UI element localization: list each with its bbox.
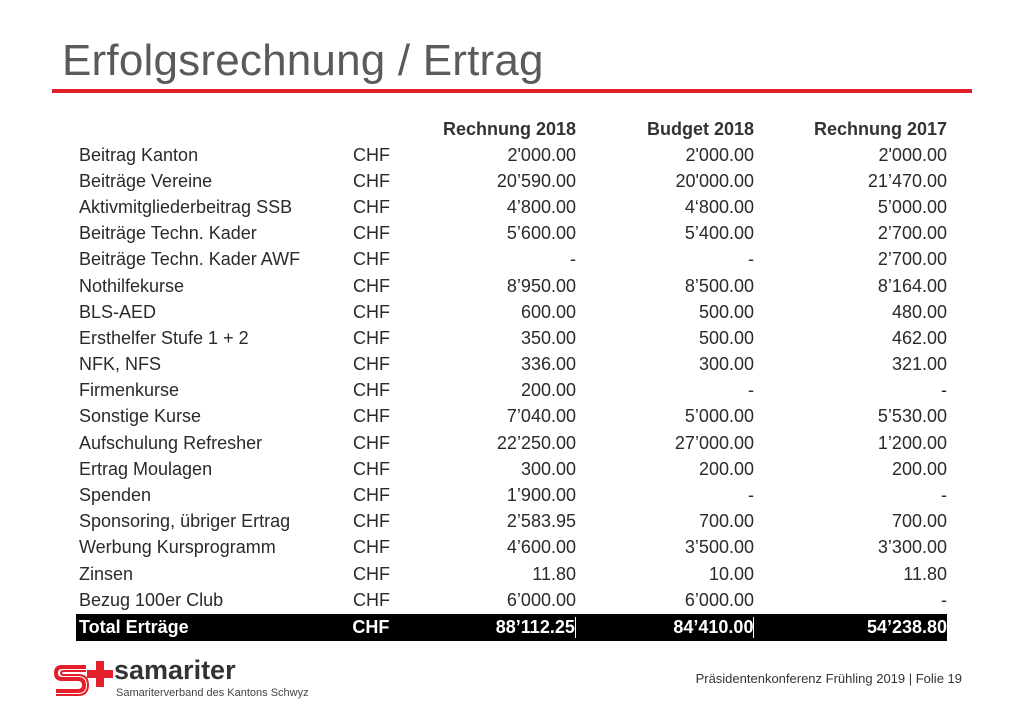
- header-budget-2018: Budget 2018: [646, 118, 754, 139]
- row-rechnung-2017: 480.00: [891, 301, 947, 322]
- row-budget-2018: 10.00: [708, 563, 754, 584]
- row-rechnung-2017: -: [941, 589, 947, 610]
- row-currency: CHF: [353, 275, 390, 296]
- row-budget-2018: 4‘800.00: [684, 196, 754, 217]
- row-rechnung-2017: 5’530.00: [877, 406, 947, 427]
- table-row: [76, 352, 947, 378]
- row-budget-2018: 20'000.00: [675, 170, 754, 191]
- table-row: [76, 430, 947, 456]
- row-rechnung-2017: 700.00: [891, 511, 947, 532]
- row-rechnung-2018: 350.00: [520, 327, 576, 348]
- row-rechnung-2017: 462.00: [891, 327, 947, 348]
- table-header-row: [76, 116, 947, 142]
- row-rechnung-2018: 6’000.00: [506, 589, 576, 610]
- row-currency: CHF: [353, 249, 390, 270]
- table-row: [76, 587, 947, 613]
- row-rechnung-2018: -: [570, 249, 576, 270]
- row-budget-2018: 300.00: [698, 354, 754, 375]
- row-rechnung-2018: 1’900.00: [506, 485, 576, 506]
- row-rechnung-2017: 1’200.00: [877, 432, 947, 453]
- row-rechnung-2018: 2’583.95: [506, 511, 576, 532]
- table-row: [76, 194, 947, 220]
- slide-footer: Präsidentenkonferenz Frühling 2019 | Folie 19: [695, 671, 962, 686]
- row-label: Beiträge Techn. Kader AWF: [79, 249, 301, 270]
- row-rechnung-2018: 7’040.00: [506, 406, 576, 427]
- row-label: BLS-AED: [79, 301, 157, 322]
- row-rechnung-2017: 2'000.00: [878, 144, 947, 165]
- row-budget-2018: 8’500.00: [684, 275, 754, 296]
- slide-title: Erfolgsrechnung / Ertrag: [62, 36, 544, 85]
- row-rechnung-2017: 2’700.00: [877, 223, 947, 244]
- income-table: [76, 116, 947, 641]
- table-row: [76, 325, 947, 351]
- title-divider: [52, 89, 972, 93]
- row-label: Sonstige Kurse: [79, 406, 202, 427]
- total-rechnung-2017: 54’238.80: [866, 617, 948, 638]
- row-budget-2018: -: [748, 249, 754, 270]
- total-rechnung-2018: 88’112.25: [412, 617, 576, 638]
- row-currency: CHF: [353, 354, 390, 375]
- table-row: [76, 273, 947, 299]
- row-currency: CHF: [353, 432, 390, 453]
- row-budget-2018: 3’500.00: [684, 537, 754, 558]
- row-label: Firmenkurse: [79, 380, 180, 401]
- logo-subtitle: Samariterverband des Kantons Schwyz: [116, 687, 309, 699]
- row-label: Sponsoring, übriger Ertrag: [79, 511, 291, 532]
- row-currency: CHF: [353, 327, 390, 348]
- row-rechnung-2017: 200.00: [891, 458, 947, 479]
- row-label: NFK, NFS: [79, 354, 162, 375]
- row-rechnung-2017: 11.80: [903, 563, 947, 584]
- row-rechnung-2018: 8’950.00: [506, 275, 576, 296]
- samariter-logo: [52, 655, 309, 705]
- table-row: [76, 404, 947, 430]
- row-budget-2018: 500.00: [698, 327, 754, 348]
- row-rechnung-2018: 5’600.00: [506, 223, 576, 244]
- row-label: Aktivmitgliederbeitrag SSB: [79, 196, 293, 217]
- row-budget-2018: -: [748, 380, 754, 401]
- row-label: Zinsen: [79, 563, 134, 584]
- row-budget-2018: 2'000.00: [685, 144, 754, 165]
- row-budget-2018: 5’000.00: [684, 406, 754, 427]
- row-rechnung-2017: 3’300.00: [877, 537, 947, 558]
- table-row: [76, 482, 947, 508]
- row-rechnung-2018: 11.80: [532, 563, 576, 584]
- row-rechnung-2017: 5’000.00: [877, 196, 947, 217]
- row-rechnung-2017: 8’164.00: [877, 275, 947, 296]
- row-label: Bezug 100er Club: [79, 589, 224, 610]
- row-currency: CHF: [353, 589, 390, 610]
- row-currency: CHF: [353, 301, 390, 322]
- table-row: [76, 142, 947, 168]
- table-row: [76, 168, 947, 194]
- table-row: [76, 221, 947, 247]
- row-label: Beiträge Techn. Kader: [79, 223, 257, 244]
- row-rechnung-2017: 321.00: [891, 354, 947, 375]
- row-rechnung-2017: -: [941, 380, 947, 401]
- row-currency: CHF: [353, 458, 390, 479]
- row-currency: CHF: [353, 485, 390, 506]
- row-budget-2018: 200.00: [698, 458, 754, 479]
- row-label: Ersthelfer Stufe 1 + 2: [79, 327, 249, 348]
- row-rechnung-2018: 300.00: [520, 458, 576, 479]
- row-rechnung-2018: 4’800.00: [506, 196, 576, 217]
- row-budget-2018: 700.00: [698, 511, 754, 532]
- row-currency: CHF: [353, 223, 390, 244]
- row-currency: CHF: [353, 380, 390, 401]
- row-budget-2018: 500.00: [698, 301, 754, 322]
- row-label: Spenden: [79, 485, 152, 506]
- samariter-logo-icon: [52, 655, 114, 697]
- total-label: Total Erträge: [79, 617, 189, 638]
- row-currency: CHF: [353, 196, 390, 217]
- row-currency: CHF: [353, 406, 390, 427]
- row-label: Aufschulung Refresher: [79, 432, 263, 453]
- row-rechnung-2018: 4’600.00: [506, 537, 576, 558]
- row-rechnung-2018: 200.00: [520, 380, 576, 401]
- row-rechnung-2017: 2’700.00: [877, 249, 947, 270]
- row-budget-2018: -: [748, 485, 754, 506]
- table-row: [76, 456, 947, 482]
- header-rechnung-2018: Rechnung 2018: [442, 118, 576, 139]
- table-row: [76, 535, 947, 561]
- row-currency: CHF: [353, 170, 390, 191]
- row-rechnung-2018: 22’250.00: [496, 432, 576, 453]
- logo-wordmark: samariter: [114, 655, 236, 685]
- row-budget-2018: 6’000.00: [684, 589, 754, 610]
- row-label: Ertrag Moulagen: [79, 458, 213, 479]
- table-row: [76, 299, 947, 325]
- row-currency: CHF: [353, 537, 390, 558]
- row-label: Werbung Kursprogramm: [79, 537, 276, 558]
- total-row: [76, 614, 947, 641]
- row-currency: CHF: [353, 511, 390, 532]
- row-label: Beitrag Kanton: [79, 144, 199, 165]
- row-currency: CHF: [353, 563, 390, 584]
- total-budget-2018: 84’410.00: [576, 617, 755, 638]
- table-body: [76, 142, 947, 613]
- row-rechnung-2018: 2'000.00: [507, 144, 576, 165]
- table-row: [76, 561, 947, 587]
- table-row: [76, 378, 947, 404]
- row-rechnung-2018: 336.00: [520, 354, 576, 375]
- row-rechnung-2018: 600.00: [520, 301, 576, 322]
- row-rechnung-2017: 21’470.00: [867, 170, 947, 191]
- table-row: [76, 247, 947, 273]
- header-rechnung-2017: Rechnung 2017: [813, 118, 947, 139]
- total-currency: CHF: [352, 617, 390, 638]
- table-row: [76, 509, 947, 535]
- row-label: Beiträge Vereine: [79, 170, 213, 191]
- row-budget-2018: 27’000.00: [674, 432, 754, 453]
- row-label: Nothilfekurse: [79, 275, 185, 296]
- row-rechnung-2017: -: [941, 485, 947, 506]
- row-currency: CHF: [353, 144, 390, 165]
- row-budget-2018: 5’400.00: [684, 223, 754, 244]
- row-rechnung-2018: 20’590.00: [496, 170, 576, 191]
